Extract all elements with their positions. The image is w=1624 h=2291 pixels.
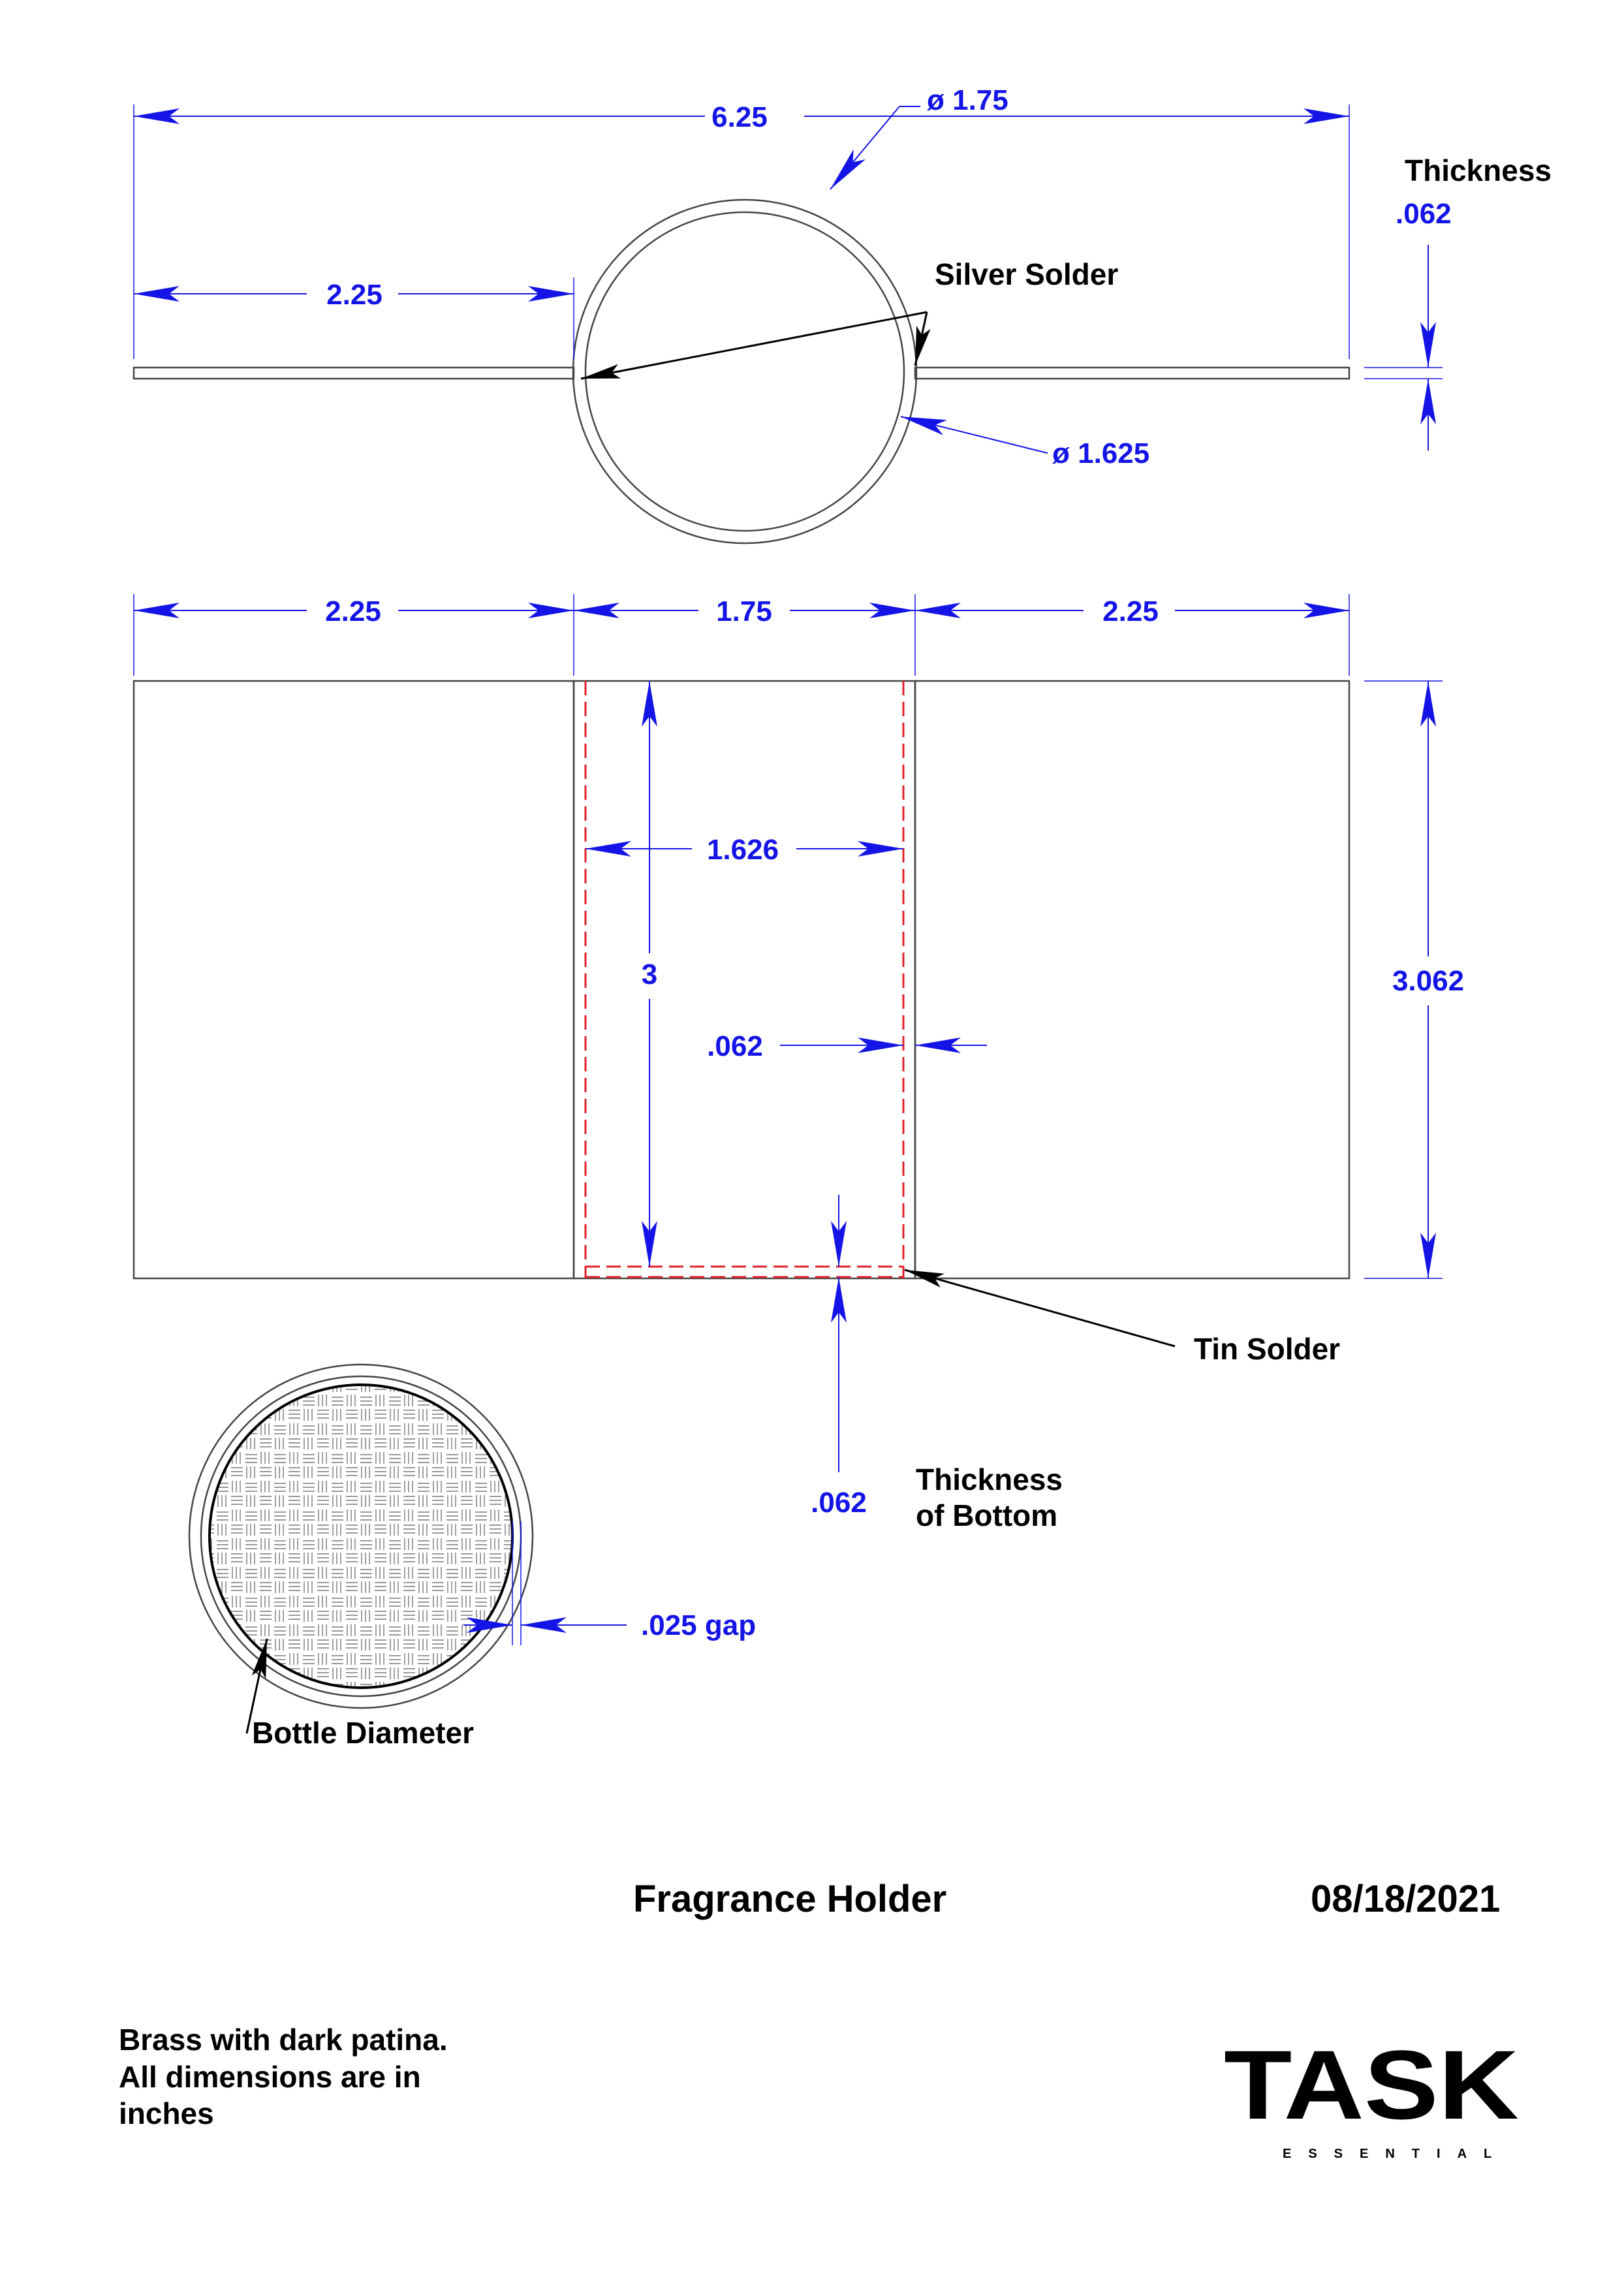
thickness-value: .062 [1396, 198, 1452, 230]
tin-solder-label: Tin Solder [1194, 1332, 1341, 1366]
right-arm [915, 368, 1349, 379]
inner-height-value: 3 [641, 958, 658, 990]
bottom-view [189, 1365, 756, 1750]
outer-diameter-value: ø 1.75 [927, 84, 1008, 116]
right-panel [915, 681, 1349, 1278]
wall-thickness-value: .062 [707, 1030, 763, 1062]
silver-solder-leader-left [581, 312, 927, 379]
ring-outer [573, 200, 916, 543]
silver-solder-leader-right [915, 312, 927, 366]
gap-value: .025 gap [641, 1609, 757, 1641]
right-panel-value: 2.25 [1102, 595, 1159, 627]
inner-diameter-leader [901, 417, 1048, 453]
top-view [134, 84, 1552, 543]
overall-height-value: 3.062 [1392, 965, 1465, 997]
ring-inner [586, 212, 904, 531]
left-panel-value: 2.25 [325, 595, 381, 627]
overall-width-value: 6.25 [711, 101, 768, 133]
tin-solder-leader [905, 1270, 1175, 1346]
task-logo [1224, 2030, 1519, 2161]
title-block [119, 1878, 1519, 2161]
bottle-texture [210, 1385, 512, 1688]
note-line-3: inches [119, 2096, 214, 2130]
bottom-thickness-label-2: of Bottom [916, 1498, 1058, 1532]
bottom-thickness-value: .062 [811, 1487, 867, 1519]
left-arm-value: 2.25 [326, 279, 383, 311]
bottom-thickness-label-1: Thickness [916, 1462, 1063, 1496]
silver-solder-label: Silver Solder [935, 257, 1119, 291]
logo-wordmark: TASK [1224, 2030, 1519, 2140]
drawing-date: 08/18/2021 [1311, 1878, 1501, 1920]
left-panel [134, 681, 574, 1278]
thickness-label: Thickness [1405, 153, 1552, 187]
center-value: 1.75 [716, 595, 772, 627]
inner-diameter-value: ø 1.625 [1052, 437, 1150, 469]
drawing-title: Fragrance Holder [633, 1878, 947, 1920]
inner-width-value: 1.626 [706, 834, 779, 866]
outer-diameter-leader [830, 106, 899, 189]
note-line-1: Brass with dark patina. [119, 2023, 448, 2057]
note-line-2: All dimensions are in [119, 2060, 421, 2094]
logo-tagline: ESSENTIAL [1283, 2147, 1509, 2161]
center-cylinder [574, 681, 915, 1278]
left-arm [134, 368, 574, 379]
bottle-diameter-label: Bottle Diameter [252, 1716, 474, 1750]
